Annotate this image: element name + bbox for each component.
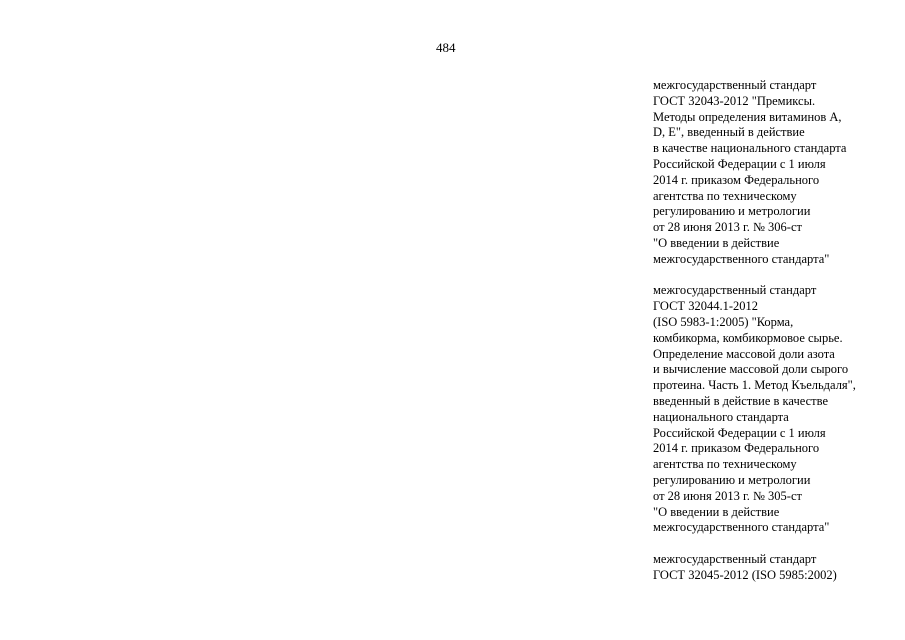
entry-text-line: регулированию и метрологии	[653, 204, 811, 219]
entry-text-line: "О введении в действие	[653, 235, 780, 250]
entry-text-line: ГОСТ 32045-2012 (ISO 5985:2002)	[653, 567, 837, 582]
entry-text-line: в качестве национального стандарта	[653, 141, 847, 156]
entry-text-line: Российской Федерации с 1 июля	[653, 156, 826, 171]
entry-text-line: ГОСТ 32044.1-2012	[653, 299, 758, 314]
entry-text-line: ГОСТ 32043-2012 "Премиксы.	[653, 93, 816, 108]
entry-text-line: D, Е", введенный в действие	[653, 125, 805, 140]
entry-text-line: от 28 июня 2013 г. № 306-ст	[653, 220, 802, 235]
entry-text-line: от 28 июня 2013 г. № 305-ст	[653, 488, 802, 503]
entry-text-line: Определение массовой доли азота	[653, 346, 835, 361]
entry-text-line: комбикорма, комбикормовое сырье.	[653, 330, 843, 345]
entry-text-line: агентства по техническому	[653, 188, 797, 203]
entry-text-line: введенный в действие в качестве	[653, 393, 829, 408]
entry-text-line: национального стандарта	[653, 409, 789, 424]
standard-entry	[653, 78, 898, 268]
entry-text-line: регулированию и метрологии	[653, 472, 811, 487]
entry-text-line: Методы определения витаминов А,	[653, 109, 842, 124]
page-number: 484	[436, 40, 456, 55]
standard-entry	[653, 283, 898, 536]
entry-text-line: протеина. Часть 1. Метод Къельдаля",	[653, 378, 856, 393]
entry-text-line: 2014 г. приказом Федерального	[653, 172, 820, 187]
entry-text-line: 2014 г. приказом Федерального	[653, 441, 820, 456]
entry-text-line: и вычисление массовой доли сырого	[653, 362, 849, 377]
entry-text-line: межгосударственный стандарт	[653, 283, 817, 298]
entry-text-line: межгосударственного стандарта"	[653, 520, 830, 535]
entry-text-line: межгосударственный стандарт	[653, 551, 817, 566]
entry-text-line: Российской Федерации с 1 июля	[653, 425, 826, 440]
entry-text-line: агентства по техническому	[653, 457, 797, 472]
entry-text-line: межгосударственный стандарт	[653, 78, 817, 92]
entry-text-line: (ISO 5983-1:2005) "Корма,	[653, 314, 794, 329]
entry-text-line: "О введении в действие	[653, 504, 780, 519]
standards-column	[653, 78, 898, 584]
standard-entry	[653, 552, 898, 584]
entry-text-line: межгосударственного стандарта"	[653, 251, 830, 266]
